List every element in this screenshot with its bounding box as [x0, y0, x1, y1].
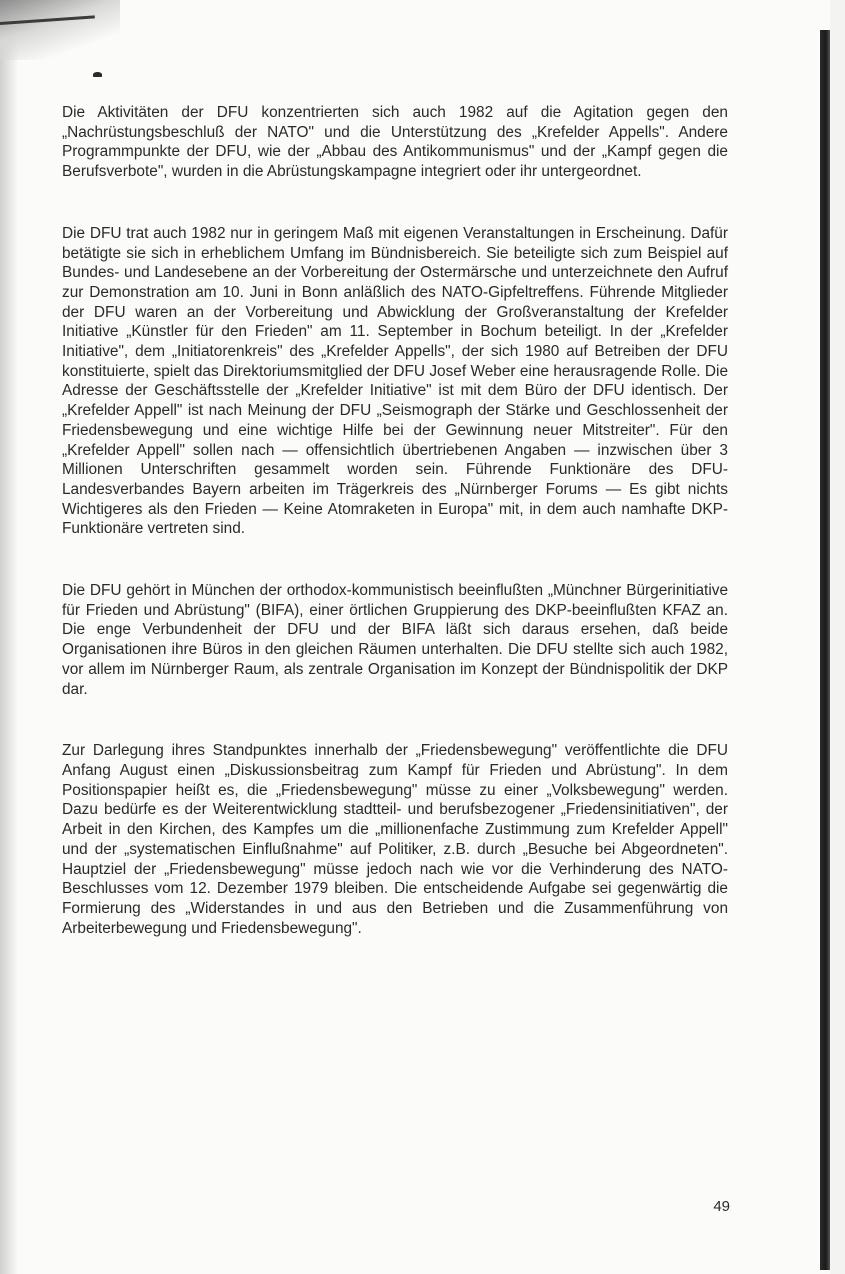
paragraph-3: Die DFU gehört in München der orthodox-kommunistisch beeinflußten „Münchner Bürgerinitiative für Frieden und Abrüstung" (BIFA), einer örtlichen Gruppierung des DKP-beeinflußten KFAZ an. Die enge Verbundenheit der DFU und der BIFA läßt sich daraus ersehen, daß beide Organisationen ihre Büros in den gleichen Räumen unterhalten. Die DFU stellte sich auch 1982, vor allem im Nürnberger Raum, als zentrale Organisation im Konzept der Bündnispolitik der DKP dar.: [62, 582, 728, 698]
body-text: [62, 103, 728, 938]
binding-margin: [830, 0, 845, 1274]
binding-edge: [820, 30, 830, 1270]
paragraph-1: Die Aktivitäten der DFU konzentrierten sich auch 1982 auf die Agitation gegen den „Nachrüstungsbeschluß der NATO" und die Unterstützung des „Krefelder Appells". Andere Programmpunkte der DFU, wie der „Abbau des Antikommunismus" und der „Kampf gegen die Berufsverbote", wurden in die Abrüstungskampagne integriert oder ihr untergeordnet.: [62, 104, 728, 181]
scan-shadow-top: [0, 0, 120, 60]
page-number: 49: [713, 1198, 730, 1215]
scan-shadow-left: [0, 0, 18, 1274]
ink-speck: [93, 72, 102, 77]
paragraph-4: Zur Darlegung ihres Standpunktes innerhalb der „Friedensbewegung" veröffentlichte die DFU Anfang August einen „Diskussionsbeitrag zum Kampf für Frieden und Abrüstung". In dem Positionspapier heißt es, die „Friedensbewegung" müsse zu einer „Volksbewegung" werden. Dazu bedürfe es der Weiterentwicklung stadtteil- und berufsbezogener „Friedensinitiativen", der Arbeit in den Kirchen, des Kampfes um die „millionenfache Zustimmung zum Krefelder Appell" und der „systematischen Einflußnahme" auf Politiker, z.B. durch „Besuche bei Abgeordneten". Hauptziel der „Friedensbewegung" müsse jedoch nach wie vor die Verhinderung des NATO-Beschlusses vom 12. Dezember 1979 bleiben. Die entscheidende Aufgabe sei gegenwärtig die Formierung des „Widerstandes in und aus den Betrieben und die Zusammenführung von Arbeiterbewegung und Friedensbewegung".: [62, 742, 728, 937]
paragraph-2: Die DFU trat auch 1982 nur in geringem Maß mit eigenen Veranstaltungen in Erscheinung. Dafür betätigte sie sich in erheblichem Umfang im Bündnisbereich. Sie beteiligte sich zum Beispiel auf Bundes- und Landesebene an der Vorbereitung der Ostermärsche und unterzeichnete den Aufruf zur Demonstration am 10. Juni in Bonn anläßlich des NATO-Gipfeltreffens. Führende Mitglieder der DFU waren an der Vorbereitung und Abwicklung der Großveranstaltung der Krefelder Initiative „Künstler für den Frieden" am 11. September in Bochum beteiligt. In der „Krefelder Initiative", dem „Initiatorenkreis" des „Krefelder Appells", der sich 1980 auf Betreiben der DFU konstituierte, spielt das Direktoriumsmitglied der DFU Josef Weber eine herausragende Rolle. Die Adresse der Geschäftsstelle der „Krefelder Initiative" ist mit dem Büro der DFU identisch. Der „Krefelder Appell" ist nach Meinung der DFU „Seismograph der Stärke und Geschlossenheit der Friedensbewegung und eine wichtige Hilfe bei der Gewinnung neuer Mitstreiter". Für den „Krefelder Appell" sollen nach — offensichtlich übertriebenen Angaben — inzwischen über 3 Millionen Unterschriften gesammelt worden sein. Führende Funktionäre des DFU-Landesverbandes Bayern arbeiten im Trägerkreis des „Nürnberger Forums — Es gibt nichts Wichtigeres als den Frieden — Keine Atomraketen in Europa" mit, in dem auch namhafte DKP-Funktionäre vertreten sind.: [62, 224, 728, 538]
